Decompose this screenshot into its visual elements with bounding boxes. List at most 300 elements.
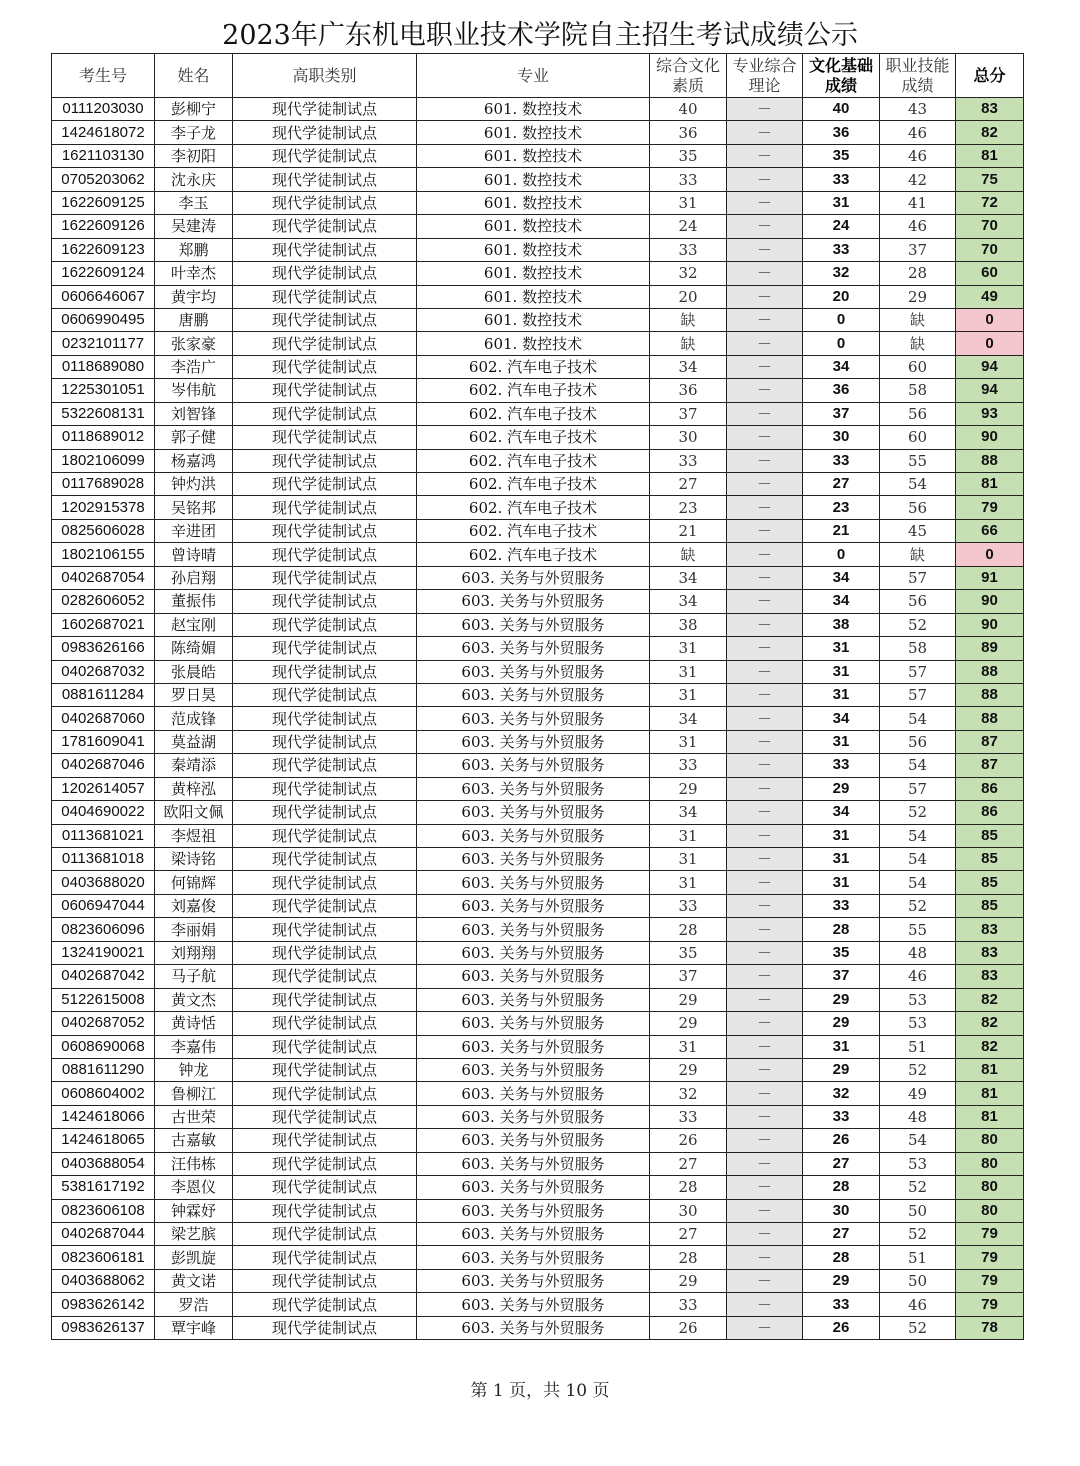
major-cell: 602. 汽车电子技术: [417, 519, 650, 542]
culture-score-cell: 34: [803, 590, 880, 613]
professional-theory-cell: －: [727, 98, 803, 121]
comprehensive-culture-cell: 26: [650, 1316, 727, 1339]
table-row: [52, 660, 1024, 683]
student-name-cell: 董振伟: [155, 590, 233, 613]
total-score-cell: 90: [956, 426, 1024, 449]
student-id-cell: 1324190021: [52, 941, 155, 964]
category-cell: 现代学徒制试点: [233, 1152, 417, 1175]
comprehensive-culture-cell: 20: [650, 285, 727, 308]
category-cell: 现代学徒制试点: [233, 660, 417, 683]
professional-theory-cell: －: [727, 590, 803, 613]
professional-theory-cell: －: [727, 566, 803, 589]
student-id-cell: 0402687032: [52, 660, 155, 683]
student-name-cell: 郑鹏: [155, 238, 233, 261]
student-id-cell: 1202915378: [52, 496, 155, 519]
category-cell: 现代学徒制试点: [233, 355, 417, 378]
student-name-cell: 钟龙: [155, 1058, 233, 1081]
culture-score-cell: 26: [803, 1129, 880, 1152]
skill-score-cell: 42: [880, 168, 956, 191]
comprehensive-culture-cell: 27: [650, 1223, 727, 1246]
student-id-cell: 0608690068: [52, 1035, 155, 1058]
student-id-cell: 1622609123: [52, 238, 155, 261]
major-cell: 603. 关务与外贸服务: [417, 730, 650, 753]
student-id-cell: 0118689080: [52, 355, 155, 378]
culture-score-cell: 28: [803, 1246, 880, 1269]
skill-score-cell: 54: [880, 1129, 956, 1152]
category-cell: 现代学徒制试点: [233, 332, 417, 355]
table-header-row: [52, 54, 1024, 98]
professional-theory-cell: －: [727, 660, 803, 683]
total-score-cell: 80: [956, 1129, 1024, 1152]
major-cell: 603. 关务与外贸服务: [417, 824, 650, 847]
student-name-cell: 吴铭邦: [155, 496, 233, 519]
skill-score-cell: 55: [880, 449, 956, 472]
culture-score-cell: 37: [803, 965, 880, 988]
student-id-cell: 0403688054: [52, 1152, 155, 1175]
table-row: [52, 848, 1024, 871]
total-score-cell: 85: [956, 871, 1024, 894]
comprehensive-culture-cell: 33: [650, 894, 727, 917]
student-id-cell: 0881611284: [52, 683, 155, 706]
student-name-cell: 沈永庆: [155, 168, 233, 191]
professional-theory-cell: －: [727, 1105, 803, 1128]
student-name-cell: 覃宇峰: [155, 1316, 233, 1339]
skill-score-cell: 48: [880, 1105, 956, 1128]
student-name-cell: 孙启翔: [155, 566, 233, 589]
category-cell: 现代学徒制试点: [233, 871, 417, 894]
total-score-cell: 87: [956, 730, 1024, 753]
comprehensive-culture-cell: 36: [650, 379, 727, 402]
student-id-cell: 0404690022: [52, 801, 155, 824]
major-cell: 602. 汽车电子技术: [417, 543, 650, 566]
comprehensive-culture-cell: 26: [650, 1129, 727, 1152]
skill-score-cell: 37: [880, 238, 956, 261]
culture-score-cell: 31: [803, 637, 880, 660]
student-name-cell: 马子航: [155, 965, 233, 988]
student-id-cell: 1621103130: [52, 144, 155, 167]
culture-score-cell: 31: [803, 191, 880, 214]
skill-score-cell: 52: [880, 801, 956, 824]
culture-score-cell: 23: [803, 496, 880, 519]
major-cell: 603. 关务与外贸服务: [417, 1129, 650, 1152]
table-row: [52, 566, 1024, 589]
culture-score-cell: 24: [803, 215, 880, 238]
table-row: [52, 1223, 1024, 1246]
comprehensive-culture-cell: 34: [650, 707, 727, 730]
student-id-cell: 0983626166: [52, 637, 155, 660]
major-cell: 603. 关务与外贸服务: [417, 1293, 650, 1316]
professional-theory-cell: －: [727, 754, 803, 777]
table-row: [52, 777, 1024, 800]
table-row: [52, 402, 1024, 425]
table-row: [52, 637, 1024, 660]
total-score-cell: 66: [956, 519, 1024, 542]
culture-score-cell: 28: [803, 1176, 880, 1199]
culture-score-cell: 33: [803, 1293, 880, 1316]
student-id-cell: 1602687021: [52, 613, 155, 636]
comprehensive-culture-cell: 33: [650, 1293, 727, 1316]
table-row: [52, 941, 1024, 964]
skill-score-cell: 缺: [880, 332, 956, 355]
category-cell: 现代学徒制试点: [233, 168, 417, 191]
major-cell: 601. 数控技术: [417, 238, 650, 261]
professional-theory-cell: －: [727, 1223, 803, 1246]
comprehensive-culture-cell: 28: [650, 1246, 727, 1269]
culture-score-cell: 32: [803, 1082, 880, 1105]
professional-theory-cell: －: [727, 1058, 803, 1081]
student-name-cell: 黄宇均: [155, 285, 233, 308]
category-cell: 现代学徒制试点: [233, 566, 417, 589]
total-score-cell: 94: [956, 379, 1024, 402]
comprehensive-culture-cell: 23: [650, 496, 727, 519]
table-row: [52, 894, 1024, 917]
total-score-cell: 79: [956, 1293, 1024, 1316]
student-name-cell: 彭柳宁: [155, 98, 233, 121]
culture-score-cell: 36: [803, 121, 880, 144]
comprehensive-culture-cell: 29: [650, 1058, 727, 1081]
student-name-cell: 郭子健: [155, 426, 233, 449]
category-cell: 现代学徒制试点: [233, 473, 417, 496]
student-name-cell: 古嘉敏: [155, 1129, 233, 1152]
comprehensive-culture-cell: 33: [650, 449, 727, 472]
culture-score-cell: 33: [803, 449, 880, 472]
table-row: [52, 1012, 1024, 1035]
student-id-cell: 1424618065: [52, 1129, 155, 1152]
culture-score-cell: 31: [803, 730, 880, 753]
total-score-cell: 78: [956, 1316, 1024, 1339]
total-score-cell: 86: [956, 801, 1024, 824]
total-score-cell: 72: [956, 191, 1024, 214]
culture-score-cell: 36: [803, 379, 880, 402]
category-cell: 现代学徒制试点: [233, 191, 417, 214]
document-title: 2023年广东机电职业技术学院自主招生考试成绩公示: [222, 20, 858, 51]
table-row: [52, 473, 1024, 496]
student-id-cell: 0402687060: [52, 707, 155, 730]
category-cell: 现代学徒制试点: [233, 98, 417, 121]
table-row: [52, 355, 1024, 378]
skill-score-cell: 53: [880, 988, 956, 1011]
student-name-cell: 鲁柳江: [155, 1082, 233, 1105]
culture-score-cell: 31: [803, 660, 880, 683]
student-name-cell: 古世荣: [155, 1105, 233, 1128]
skill-score-cell: 56: [880, 730, 956, 753]
professional-theory-cell: －: [727, 1293, 803, 1316]
major-cell: 603. 关务与外贸服务: [417, 1199, 650, 1222]
major-cell: 603. 关务与外贸服务: [417, 1269, 650, 1292]
category-cell: 现代学徒制试点: [233, 449, 417, 472]
culture-score-cell: 31: [803, 683, 880, 706]
score-table: [51, 53, 1024, 1340]
major-cell: 603. 关务与外贸服务: [417, 941, 650, 964]
student-name-cell: 秦靖添: [155, 754, 233, 777]
student-name-cell: 梁艺膑: [155, 1223, 233, 1246]
skill-score-cell: 29: [880, 285, 956, 308]
professional-theory-cell: －: [727, 1152, 803, 1175]
student-name-cell: 莫益湖: [155, 730, 233, 753]
student-id-cell: 0825606028: [52, 519, 155, 542]
total-score-cell: 83: [956, 918, 1024, 941]
student-id-cell: 5322608131: [52, 402, 155, 425]
skill-score-cell: 55: [880, 918, 956, 941]
major-cell: 603. 关务与外贸服务: [417, 683, 650, 706]
culture-score-cell: 34: [803, 707, 880, 730]
major-cell: 601. 数控技术: [417, 121, 650, 144]
major-cell: 602. 汽车电子技术: [417, 496, 650, 519]
professional-theory-cell: －: [727, 871, 803, 894]
student-name-cell: 汪伟栋: [155, 1152, 233, 1175]
culture-score-cell: 26: [803, 1316, 880, 1339]
culture-score-cell: 21: [803, 519, 880, 542]
skill-score-cell: 56: [880, 590, 956, 613]
total-score-cell: 90: [956, 590, 1024, 613]
student-id-cell: 0881611290: [52, 1058, 155, 1081]
professional-theory-cell: －: [727, 215, 803, 238]
professional-theory-cell: －: [727, 1012, 803, 1035]
table-row: [52, 496, 1024, 519]
major-cell: 601. 数控技术: [417, 332, 650, 355]
culture-score-cell: 0: [803, 308, 880, 331]
professional-theory-cell: －: [727, 144, 803, 167]
table-row: [52, 168, 1024, 191]
student-id-cell: 0113681018: [52, 848, 155, 871]
category-cell: 现代学徒制试点: [233, 637, 417, 660]
total-score-cell: 89: [956, 637, 1024, 660]
total-score-cell: 79: [956, 1223, 1024, 1246]
skill-score-cell: 53: [880, 1012, 956, 1035]
category-cell: 现代学徒制试点: [233, 613, 417, 636]
student-name-cell: 李玉: [155, 191, 233, 214]
professional-theory-cell: －: [727, 918, 803, 941]
student-id-cell: 1622609126: [52, 215, 155, 238]
professional-theory-cell: －: [727, 332, 803, 355]
skill-score-cell: 50: [880, 1199, 956, 1222]
student-name-cell: 辛进团: [155, 519, 233, 542]
skill-score-cell: 51: [880, 1035, 956, 1058]
total-score-cell: 93: [956, 402, 1024, 425]
student-name-cell: 李初阳: [155, 144, 233, 167]
student-name-cell: 张晨皓: [155, 660, 233, 683]
professional-theory-cell: －: [727, 1035, 803, 1058]
major-cell: 602. 汽车电子技术: [417, 449, 650, 472]
student-id-cell: 0606990495: [52, 308, 155, 331]
table-row: [52, 730, 1024, 753]
table-row: [52, 215, 1024, 238]
professional-theory-cell: －: [727, 285, 803, 308]
skill-score-cell: 52: [880, 1176, 956, 1199]
culture-score-cell: 38: [803, 613, 880, 636]
table-row: [52, 754, 1024, 777]
skill-score-cell: 45: [880, 519, 956, 542]
student-id-cell: 0402687044: [52, 1223, 155, 1246]
table-row: [52, 519, 1024, 542]
comprehensive-culture-cell: 34: [650, 566, 727, 589]
major-cell: 601. 数控技术: [417, 98, 650, 121]
total-score-cell: 82: [956, 1012, 1024, 1035]
student-name-cell: 彭凯旋: [155, 1246, 233, 1269]
culture-score-cell: 27: [803, 473, 880, 496]
category-cell: 现代学徒制试点: [233, 801, 417, 824]
total-score-cell: 81: [956, 1105, 1024, 1128]
culture-score-cell: 32: [803, 262, 880, 285]
total-score-cell: 70: [956, 238, 1024, 261]
student-name-cell: 范成锋: [155, 707, 233, 730]
student-name-cell: 梁诗铭: [155, 848, 233, 871]
total-score-cell: 85: [956, 848, 1024, 871]
table-row: [52, 543, 1024, 566]
category-cell: 现代学徒制试点: [233, 543, 417, 566]
skill-score-cell: 41: [880, 191, 956, 214]
student-name-cell: 刘智锋: [155, 402, 233, 425]
comprehensive-culture-cell: 29: [650, 988, 727, 1011]
category-cell: 现代学徒制试点: [233, 1129, 417, 1152]
major-cell: 603. 关务与外贸服务: [417, 801, 650, 824]
comprehensive-culture-cell: 34: [650, 355, 727, 378]
student-name-cell: 罗日昊: [155, 683, 233, 706]
major-cell: 603. 关务与外贸服务: [417, 1246, 650, 1269]
total-score-cell: 88: [956, 449, 1024, 472]
student-name-cell: 钟霖妤: [155, 1199, 233, 1222]
skill-score-cell: 54: [880, 754, 956, 777]
category-cell: 现代学徒制试点: [233, 262, 417, 285]
total-score-cell: 87: [956, 754, 1024, 777]
skill-score-cell: 49: [880, 1082, 956, 1105]
student-name-cell: 陈绮媚: [155, 637, 233, 660]
major-cell: 603. 关务与外贸服务: [417, 1012, 650, 1035]
comprehensive-culture-cell: 30: [650, 426, 727, 449]
category-cell: 现代学徒制试点: [233, 215, 417, 238]
culture-score-cell: 31: [803, 1035, 880, 1058]
major-cell: 602. 汽车电子技术: [417, 402, 650, 425]
header-major: 专业: [417, 54, 650, 98]
student-id-cell: 0608604002: [52, 1082, 155, 1105]
total-score-cell: 83: [956, 98, 1024, 121]
student-id-cell: 1202614057: [52, 777, 155, 800]
student-name-cell: 刘嘉俊: [155, 894, 233, 917]
professional-theory-cell: －: [727, 801, 803, 824]
student-id-cell: 1802106099: [52, 449, 155, 472]
major-cell: 603. 关务与外贸服务: [417, 1035, 650, 1058]
culture-score-cell: 33: [803, 1105, 880, 1128]
professional-theory-cell: －: [727, 894, 803, 917]
major-cell: 603. 关务与外贸服务: [417, 918, 650, 941]
category-cell: 现代学徒制试点: [233, 918, 417, 941]
student-id-cell: 1424618072: [52, 121, 155, 144]
skill-score-cell: 46: [880, 965, 956, 988]
comprehensive-culture-cell: 29: [650, 1012, 727, 1035]
table-row: [52, 1082, 1024, 1105]
skill-score-cell: 52: [880, 1058, 956, 1081]
comprehensive-culture-cell: 31: [650, 871, 727, 894]
total-score-cell: 0: [956, 332, 1024, 355]
culture-score-cell: 29: [803, 1058, 880, 1081]
table-row: [52, 1129, 1024, 1152]
table-row: [52, 1152, 1024, 1175]
comprehensive-culture-cell: 27: [650, 1152, 727, 1175]
comprehensive-culture-cell: 34: [650, 590, 727, 613]
comprehensive-culture-cell: 29: [650, 777, 727, 800]
culture-score-cell: 33: [803, 238, 880, 261]
comprehensive-culture-cell: 29: [650, 1269, 727, 1292]
professional-theory-cell: －: [727, 262, 803, 285]
skill-score-cell: 58: [880, 379, 956, 402]
culture-score-cell: 30: [803, 426, 880, 449]
student-id-cell: 0403688062: [52, 1269, 155, 1292]
skill-score-cell: 43: [880, 98, 956, 121]
professional-theory-cell: －: [727, 941, 803, 964]
category-cell: 现代学徒制试点: [233, 730, 417, 753]
major-cell: 602. 汽车电子技术: [417, 379, 650, 402]
comprehensive-culture-cell: 31: [650, 848, 727, 871]
culture-score-cell: 37: [803, 402, 880, 425]
category-cell: 现代学徒制试点: [233, 1269, 417, 1292]
header-culture-score: 文化基础成绩: [803, 54, 880, 98]
major-cell: 601. 数控技术: [417, 262, 650, 285]
professional-theory-cell: －: [727, 308, 803, 331]
total-score-cell: 81: [956, 473, 1024, 496]
comprehensive-culture-cell: 31: [650, 191, 727, 214]
category-cell: 现代学徒制试点: [233, 379, 417, 402]
professional-theory-cell: －: [727, 1199, 803, 1222]
comprehensive-culture-cell: 27: [650, 473, 727, 496]
student-name-cell: 黄诗恬: [155, 1012, 233, 1035]
student-name-cell: 张家豪: [155, 332, 233, 355]
category-cell: 现代学徒制试点: [233, 144, 417, 167]
total-score-cell: 82: [956, 1035, 1024, 1058]
major-cell: 601. 数控技术: [417, 168, 650, 191]
table-row: [52, 1269, 1024, 1292]
category-cell: 现代学徒制试点: [233, 1082, 417, 1105]
category-cell: 现代学徒制试点: [233, 238, 417, 261]
total-score-cell: 80: [956, 1152, 1024, 1175]
major-cell: 603. 关务与外贸服务: [417, 566, 650, 589]
student-id-cell: 1622609125: [52, 191, 155, 214]
table-body: [52, 98, 1024, 1340]
student-id-cell: 0232101177: [52, 332, 155, 355]
culture-score-cell: 0: [803, 543, 880, 566]
major-cell: 602. 汽车电子技术: [417, 473, 650, 496]
professional-theory-cell: －: [727, 168, 803, 191]
category-cell: 现代学徒制试点: [233, 988, 417, 1011]
category-cell: 现代学徒制试点: [233, 1012, 417, 1035]
student-id-cell: 0113681021: [52, 824, 155, 847]
major-cell: 603. 关务与外贸服务: [417, 894, 650, 917]
student-id-cell: 0823606108: [52, 1199, 155, 1222]
major-cell: 603. 关务与外贸服务: [417, 1105, 650, 1128]
comprehensive-culture-cell: 28: [650, 918, 727, 941]
student-id-cell: 1424618066: [52, 1105, 155, 1128]
skill-score-cell: 52: [880, 613, 956, 636]
professional-theory-cell: －: [727, 402, 803, 425]
student-name-cell: 吴建涛: [155, 215, 233, 238]
comprehensive-culture-cell: 33: [650, 168, 727, 191]
table-row: [52, 121, 1024, 144]
total-score-cell: 85: [956, 824, 1024, 847]
category-cell: 现代学徒制试点: [233, 1176, 417, 1199]
skill-score-cell: 46: [880, 1293, 956, 1316]
major-cell: 603. 关务与外贸服务: [417, 660, 650, 683]
student-name-cell: 岑伟航: [155, 379, 233, 402]
table-row: [52, 707, 1024, 730]
category-cell: 现代学徒制试点: [233, 707, 417, 730]
skill-score-cell: 46: [880, 215, 956, 238]
table-row: [52, 98, 1024, 121]
major-cell: 603. 关务与外贸服务: [417, 1176, 650, 1199]
professional-theory-cell: －: [727, 1176, 803, 1199]
comprehensive-culture-cell: 24: [650, 215, 727, 238]
culture-score-cell: 34: [803, 801, 880, 824]
student-id-cell: 0402687052: [52, 1012, 155, 1035]
student-id-cell: 0117689028: [52, 473, 155, 496]
